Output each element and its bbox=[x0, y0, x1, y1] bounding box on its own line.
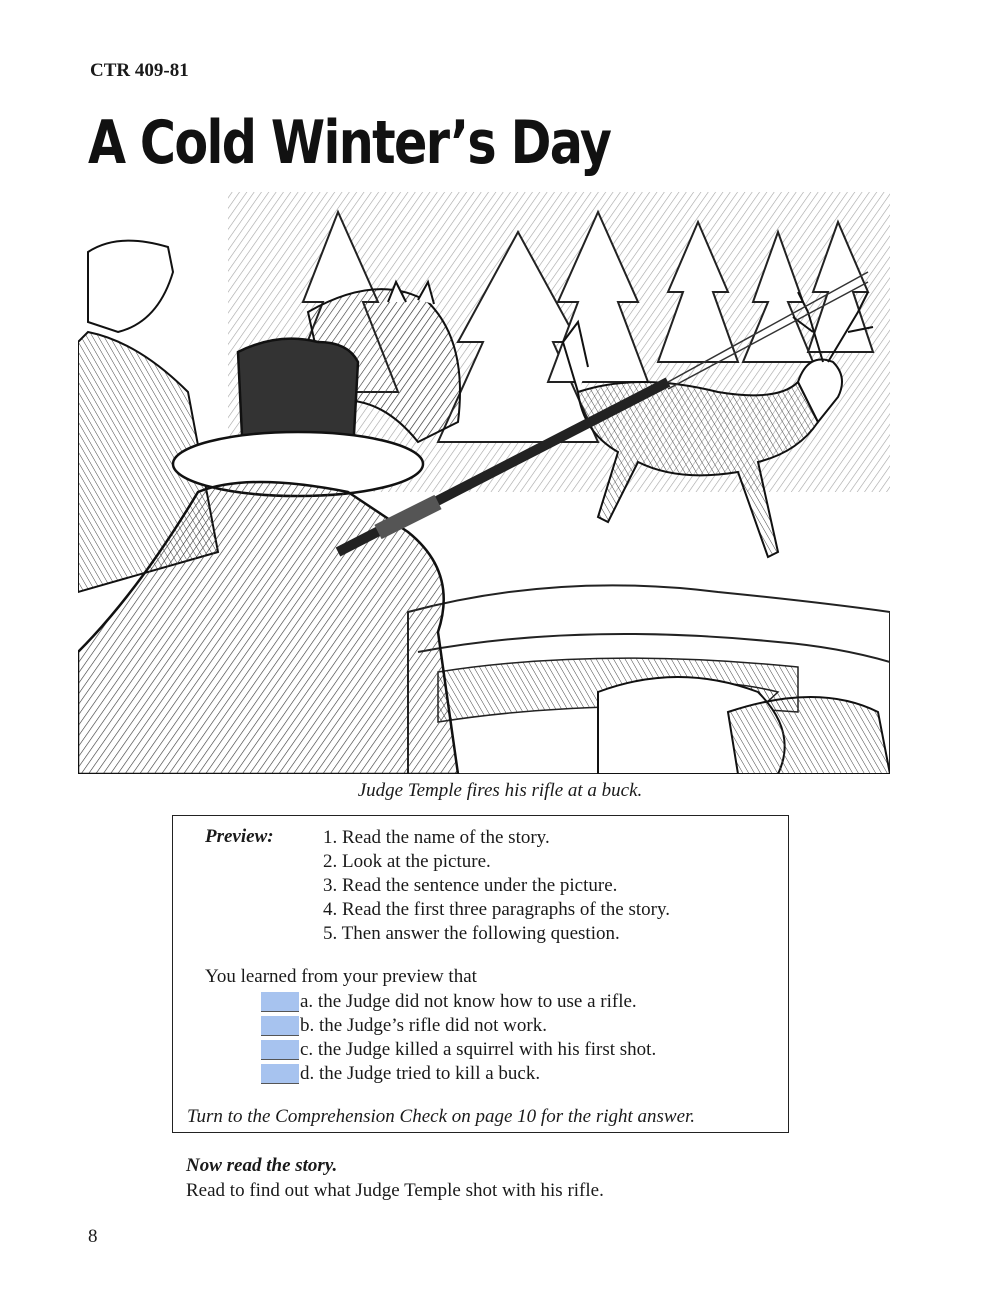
figure-caption: Judge Temple fires his rifle at a buck. bbox=[357, 780, 643, 801]
preview-box bbox=[172, 815, 789, 1133]
preview-step: 2. Look at the picture. bbox=[323, 851, 491, 872]
read-to-instruction: Read to find out what Judge Temple shot with his rifle. bbox=[186, 1180, 604, 1201]
document-code: CTR 409-81 bbox=[90, 60, 189, 81]
preview-step: 3. Read the sentence under the picture. bbox=[323, 875, 618, 896]
answer-blank-d[interactable] bbox=[261, 1064, 299, 1084]
answer-choice-b bbox=[261, 1014, 656, 1038]
answer-text-b: b. the Judge’s rifle did not work. bbox=[300, 1015, 547, 1036]
answer-text-c: c. the Judge killed a squirrel with his first shot. bbox=[300, 1039, 657, 1060]
answer-choices bbox=[261, 990, 656, 1086]
answer-blank-c[interactable] bbox=[261, 1040, 299, 1060]
answer-text-d: d. the Judge tried to kill a buck. bbox=[300, 1063, 541, 1084]
answer-text-a: a. the Judge did not know how to use a rifle. bbox=[300, 991, 637, 1012]
page-number: 8 bbox=[88, 1226, 98, 1247]
answer-blank-b[interactable] bbox=[261, 1016, 299, 1036]
answer-hint: Turn to the Comprehension Check on page 10 for the right answer. bbox=[187, 1106, 696, 1127]
now-read-heading: Now read the story. bbox=[186, 1155, 338, 1176]
answer-choice-c bbox=[261, 1038, 656, 1062]
answer-blank-a[interactable] bbox=[261, 992, 299, 1012]
story-illustration bbox=[78, 192, 890, 774]
answer-choice-a bbox=[261, 990, 656, 1014]
story-title: A Cold Winter’s Day bbox=[88, 108, 611, 178]
preview-step: 4. Read the first three paragraphs of the story. bbox=[323, 899, 670, 920]
answer-choice-d bbox=[261, 1062, 656, 1086]
preview-step: 1. Read the name of the story. bbox=[323, 827, 550, 848]
preview-steps bbox=[323, 826, 670, 946]
preview-step: 5. Then answer the following question. bbox=[323, 923, 620, 944]
preview-question: You learned from your preview that bbox=[205, 966, 477, 987]
preview-label: Preview: bbox=[205, 826, 274, 847]
